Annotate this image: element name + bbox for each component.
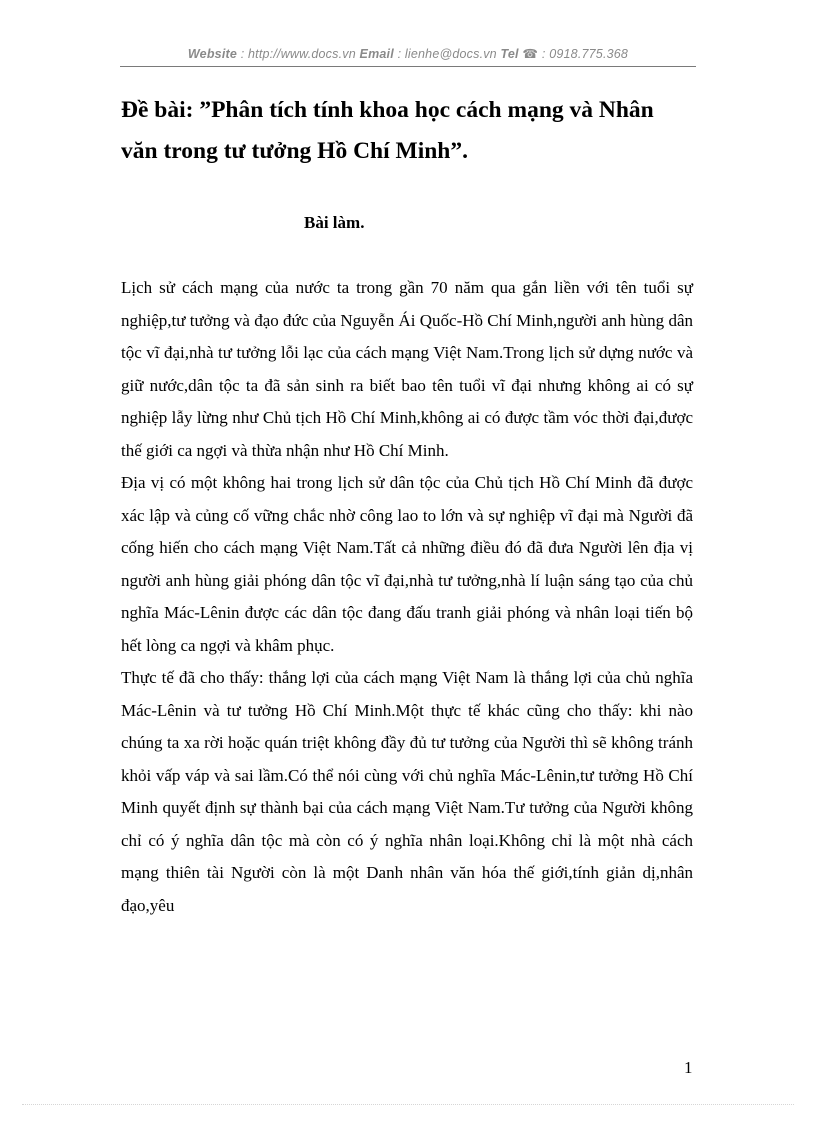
tel-label: Tel <box>500 47 519 61</box>
email-value: : lienhe@docs.vn <box>393 47 501 61</box>
document-title: Đề bài: ”Phân tích tính khoa học cách mạng và Nhân văn trong tư tưởng Hồ Chí Minh”. <box>121 97 654 164</box>
website-label: Website <box>187 47 238 61</box>
document-body <box>121 272 693 922</box>
page-header <box>120 46 696 61</box>
footer-divider <box>22 1104 794 1105</box>
website-value: : http://www.docs.vn <box>237 47 360 61</box>
header-divider <box>120 66 696 67</box>
page-number: 1 <box>684 1058 693 1077</box>
email-label: Email <box>359 47 394 61</box>
phone-icon: ☎ <box>522 47 539 61</box>
body-paragraph: Thực tế đã cho thấy: thắng lợi của cách mạng Việt Nam là thắng lợi của chủ nghĩa Mác-Lênin và tư tưởng Hồ Chí Minh.Một thực tế khác cũng cho thấy: khi nào chúng ta xa rời hoặc quán triệt không đầy đủ tư tưởng của Người thì sẽ không tránh khỏi vấp váp và sai lầm.Có thể nói cùng với chủ nghĩa Mác-Lênin,tư tưởng Hồ Chí Minh quyết định sự thành bại của cách mạng Việt Nam.Tư tưởng của Người không chỉ có ý nghĩa dân tộc mà còn có ý nghĩa nhân loại.Không chỉ là một nhà cách mạng thiên tài Người còn là một Danh nhân văn hóa thế giới,tính giản dị,nhân đạo,yêu <box>121 668 693 915</box>
body-paragraph: Lịch sử cách mạng của nước ta trong gần 70 năm qua gắn liền với tên tuổi sự nghiệp,tư tưởng và đạo đức của Nguyễn Ái Quốc-Hồ Chí Minh,người anh hùng dân tộc vĩ đại,nhà tư tưởng lỗi lạc của cách mạng Việt Nam.Trong lịch sử dựng nước và giữ nước,dân tộc ta đã sản sinh ra biết bao tên tuổi vĩ đại nhưng không ai có sự nghiệp lẫy lừng như Chủ tịch Hồ Chí Minh,không ai có được tầm vóc thời đại,được thế giới ca ngợi và thừa nhận như Hồ Chí Minh. <box>121 278 693 460</box>
document-subtitle: Bài làm. <box>304 213 365 232</box>
body-paragraph: Địa vị có một không hai trong lịch sử dân tộc của Chủ tịch Hồ Chí Minh đã được xác lập và củng cố vững chắc nhờ công lao to lớn và sự nghiệp vĩ đại mà Người đã cống hiến cho cách mạng Việt Nam.Tất cả những điều đó đã đưa Người lên địa vị người anh hùng giải phóng dân tộc vĩ đại,nhà tư tưởng,nhà lí luận sáng tạo của chủ nghĩa Mác-Lênin được các dân tộc đang đấu tranh giải phóng và nhân loại tiến bộ hết lòng ca ngợi và khâm phục. <box>121 473 693 655</box>
tel-value: : 0918.775.368 <box>538 47 629 61</box>
